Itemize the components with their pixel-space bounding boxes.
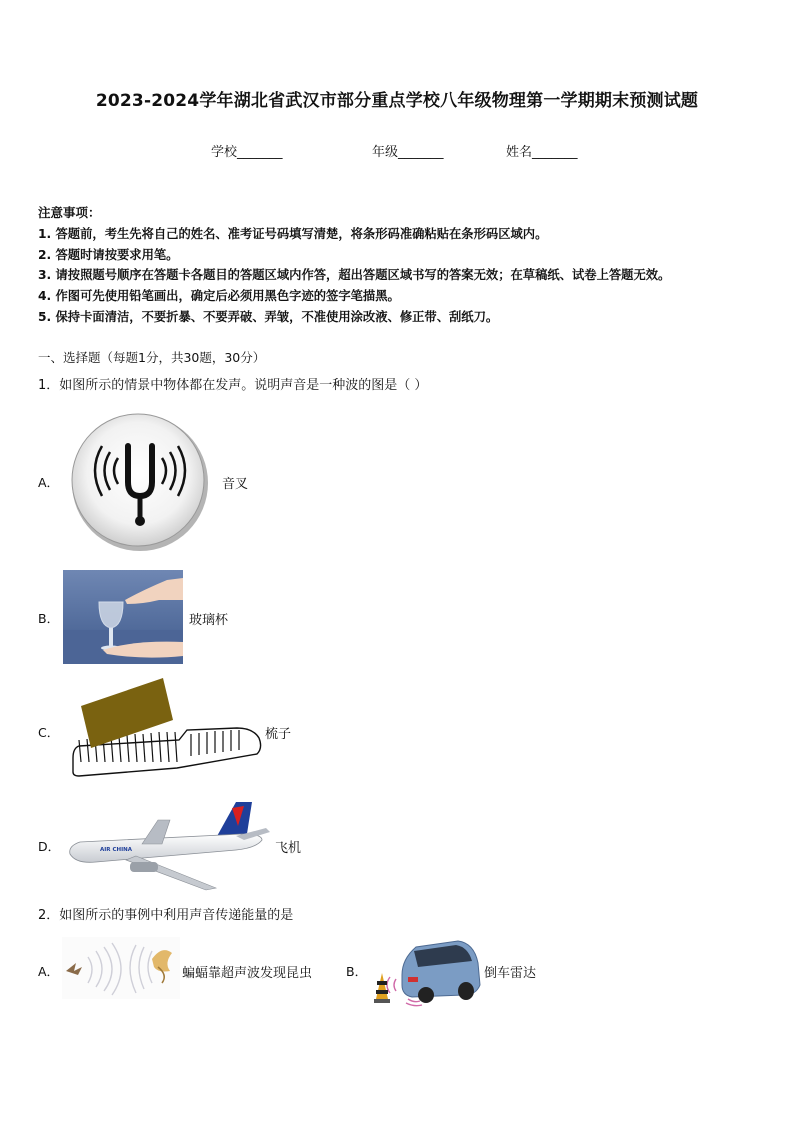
page-title: 2023-2024学年湖北省武汉市部分重点学校八年级物理第一学期期末预测试题 (95, 91, 699, 111)
q2-option-b-label: 倒车雷达 (484, 966, 537, 981)
note-item: 2. 答题时请按要求用笔。 (38, 248, 179, 262)
name-label: 姓名 (506, 145, 533, 160)
glass-cup-photo (63, 570, 183, 664)
note-item: 4. 作图可先使用铅笔画出，确定后必须用黑色字迹的签字笔描黑。 (38, 289, 400, 303)
reverse-radar-car-icon (368, 933, 482, 1007)
note-item: 3. 请按照题号顺序在答题卡各题目的答题区域内作答，超出答题区域书写的答案无效；在草稿纸、试卷上答题无效。 (38, 268, 671, 282)
comb-icon (67, 676, 263, 780)
q2-option-b-letter[interactable]: B． (346, 964, 368, 979)
q1-option-a-letter[interactable]: A． (38, 475, 60, 490)
school-blank: _______ (237, 145, 283, 160)
q1-option-c-label: 梳子 (265, 727, 292, 742)
q1-option-c-letter[interactable]: C． (38, 725, 60, 740)
q2-option-a-letter[interactable]: A． (38, 964, 60, 979)
name-field (506, 141, 578, 160)
grade-field (372, 141, 444, 160)
q1-option-a-label: 音叉 (222, 477, 249, 492)
notes-heading: 注意事项： (38, 205, 101, 220)
note-item: 1. 答题前，考生先将自己的姓名、准考证号码填写清楚，将条形码准确粘贴在条形码区域内。 (38, 227, 548, 241)
name-blank: _______ (532, 145, 578, 160)
grade-blank: _______ (398, 145, 444, 160)
school-label: 学校 (211, 145, 238, 160)
q1-option-b-letter[interactable]: B． (38, 611, 60, 626)
q1-option-b-label: 玻璃杯 (189, 613, 229, 628)
tuning-fork-icon (66, 410, 212, 552)
airplane-photo (66, 798, 272, 894)
airplane-livery-text: AIR CHINA (100, 847, 132, 853)
question-1-stem: 1．如图所示的情景中物体都在发声。说明声音是一种波的图是（ ） (38, 378, 428, 393)
question-2-stem: 2．如图所示的事例中利用声音传递能量的是 (38, 908, 294, 923)
q2-option-a-label: 蝙蝠靠超声波发现昆虫 (182, 966, 313, 981)
bat-ultrasound-icon (62, 937, 180, 999)
q1-option-d-label: 飞机 (275, 841, 302, 856)
note-item: 5. 保持卡面清洁，不要折暴、不要弄破、弄皱，不准使用涂改液、修正带、刮纸刀。 (38, 310, 499, 324)
school-field (211, 141, 283, 160)
section-heading: 一、选择题（每题1分，共30题，30分） (38, 350, 266, 365)
q1-option-d-letter[interactable]: D． (38, 839, 61, 854)
grade-label: 年级 (372, 145, 399, 160)
